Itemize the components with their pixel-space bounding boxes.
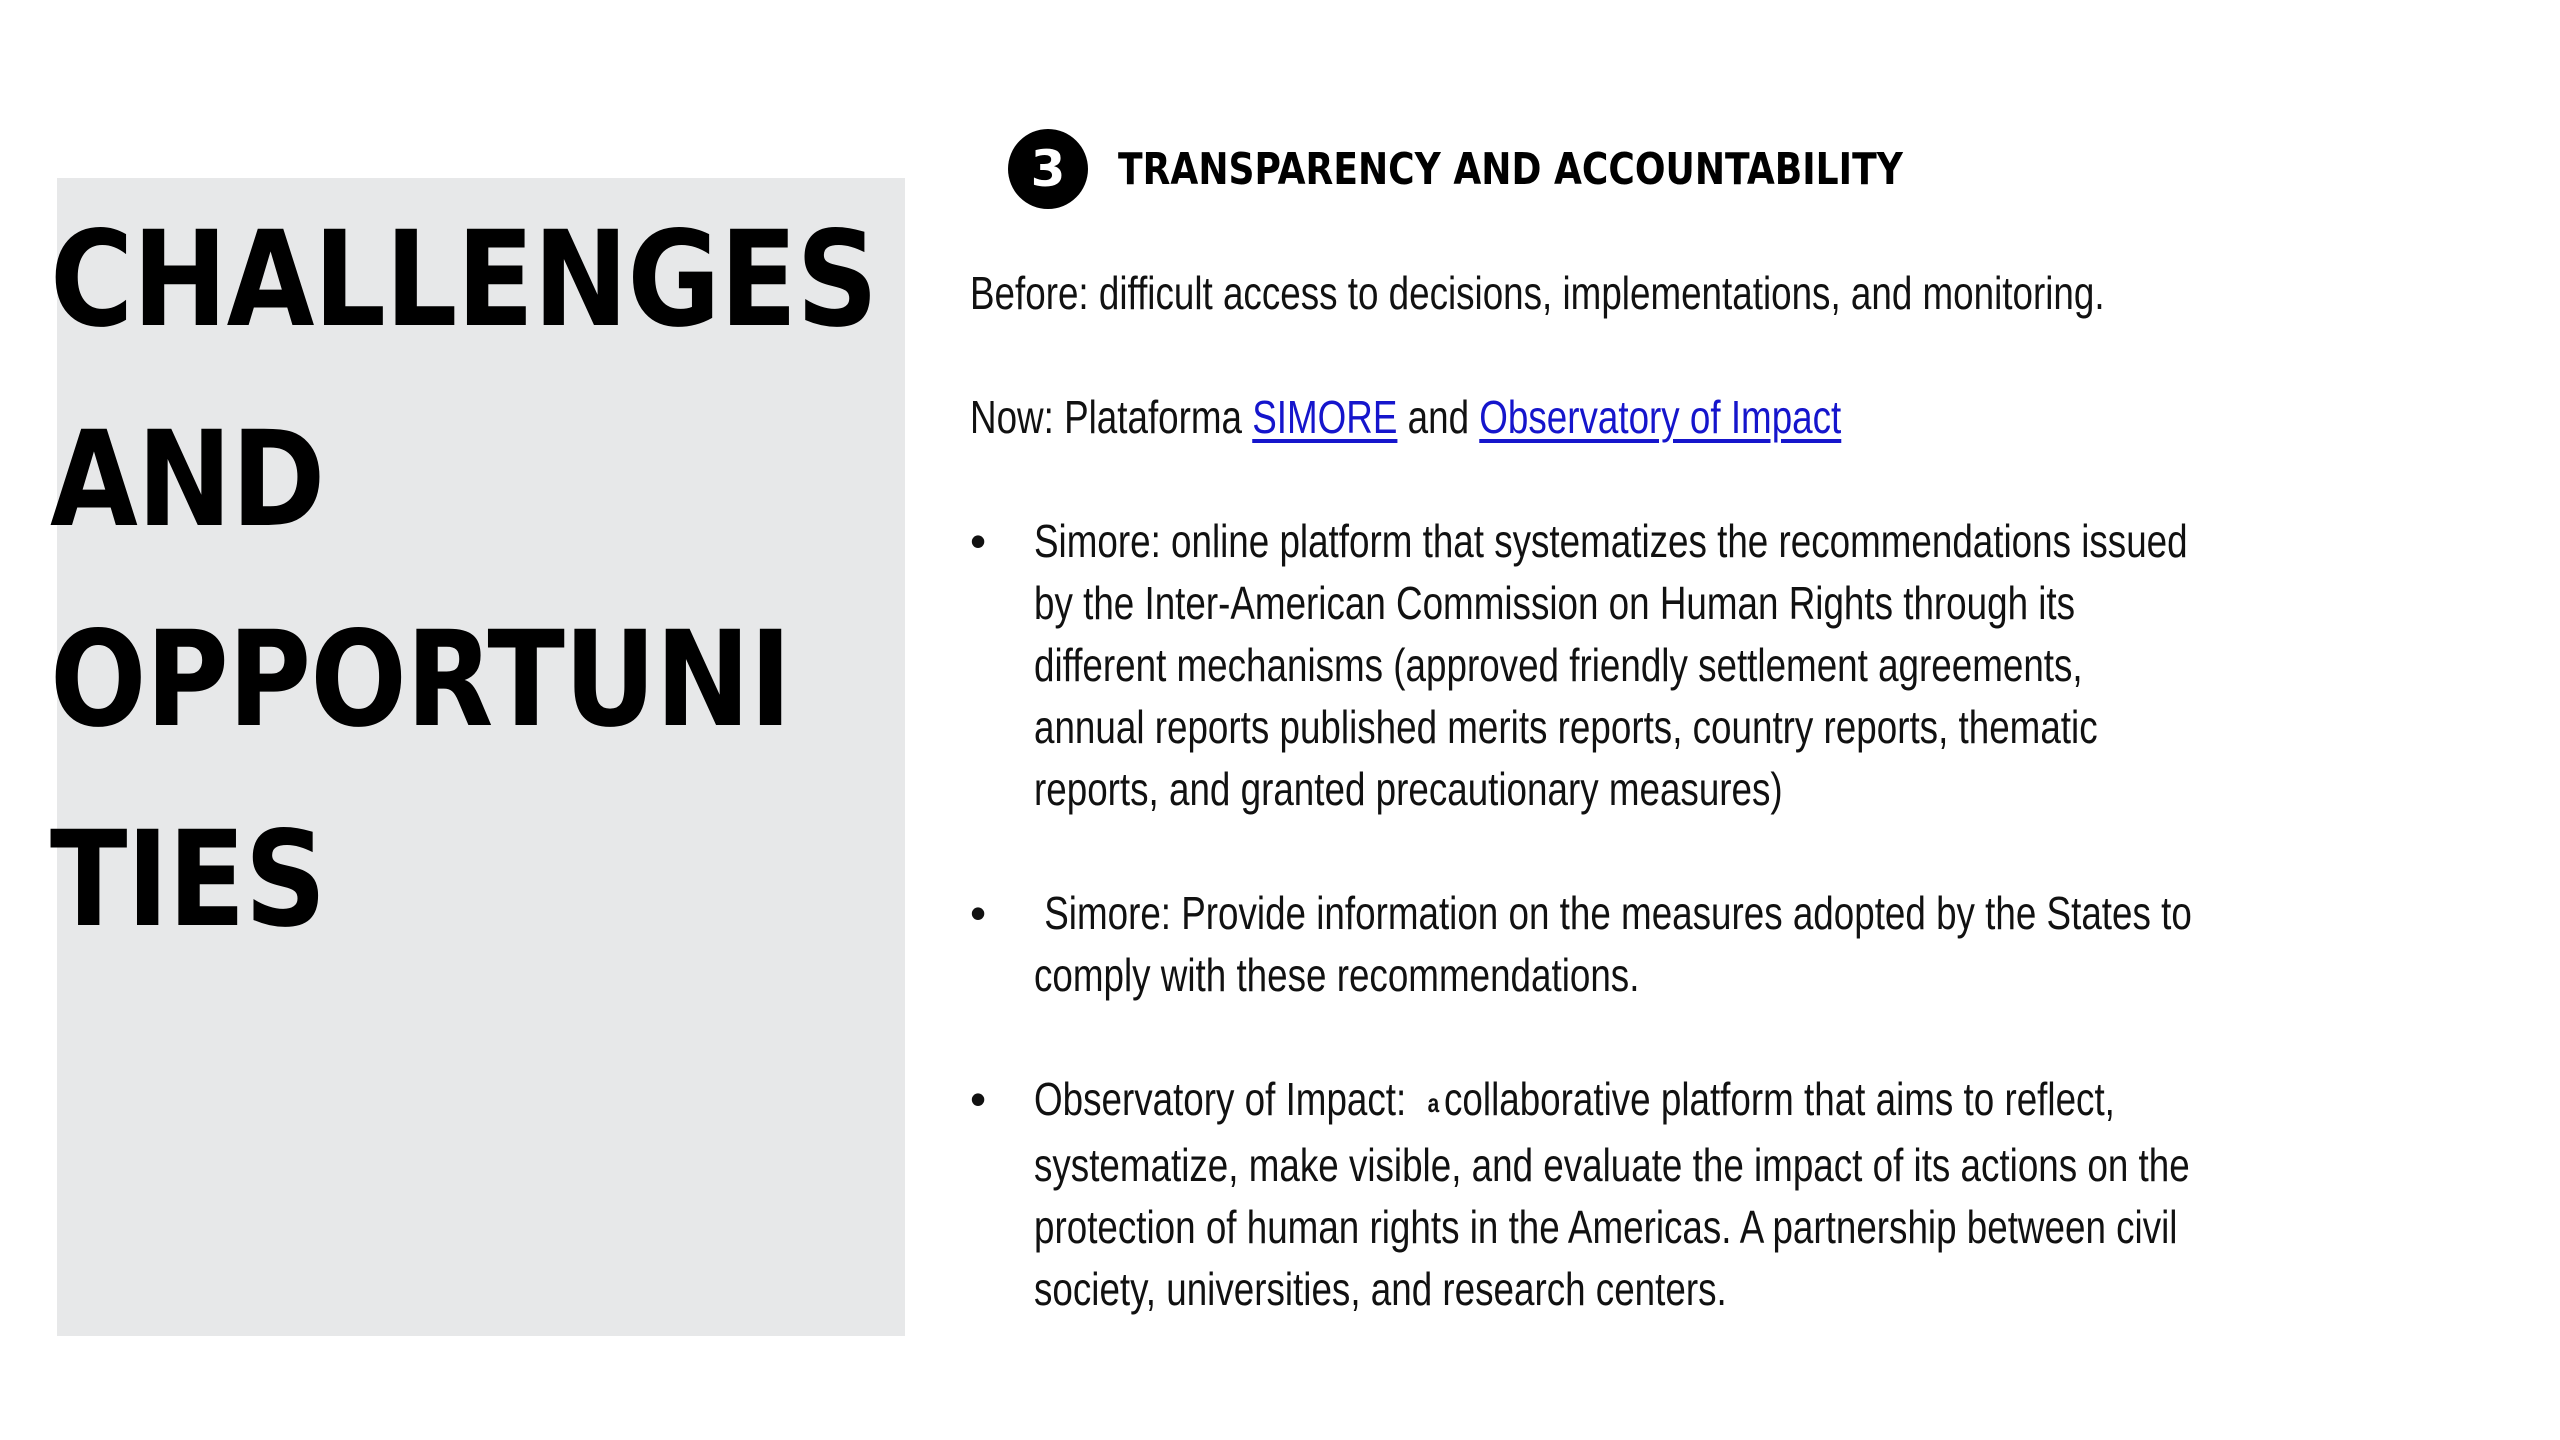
section-number-badge: 3 xyxy=(1008,129,1088,209)
list-item xyxy=(970,882,2510,1006)
list-item-line: Simore: Provide information on the measures adopted by the States to xyxy=(1034,887,2192,939)
bullet-marker: • xyxy=(970,1073,987,1125)
slide-title-line: TIES xyxy=(50,803,326,957)
small-letter: a xyxy=(1427,1087,1440,1118)
now-prefix: Now: Plataforma xyxy=(970,391,1253,443)
observatory-description-start: collaborative platform that aims to reflect, xyxy=(1444,1073,2115,1125)
list-item-line: systematize, make visible, and evaluate the impact of its actions on the xyxy=(1034,1138,2190,1191)
observatory-link[interactable]: Observatory of Impact xyxy=(1479,391,1842,443)
list-item xyxy=(970,510,2510,820)
list-item-line: different mechanisms (approved friendly settlement agreements, xyxy=(1034,639,2083,691)
slide-title-line: CHALLENGES xyxy=(50,203,878,357)
list-item-line xyxy=(1034,1068,2215,1134)
bullet-marker: • xyxy=(970,515,987,567)
list-item-line: annual reports published merits reports, country reports, thematic xyxy=(1034,701,2098,753)
now-text xyxy=(970,386,2202,448)
list-item-line: reports, and granted precautionary measures) xyxy=(1034,763,1783,815)
list-item-line: by the Inter-American Commission on Human Rights through its xyxy=(1034,577,2076,629)
list-item xyxy=(970,1068,2510,1320)
slide-title-line: AND xyxy=(50,403,325,557)
bullet-list xyxy=(970,510,2510,1320)
before-text: Before: difficult access to decisions, implementations, and monitoring. xyxy=(970,267,2105,319)
list-item-line: comply with these recommendations. xyxy=(1034,949,1640,1001)
list-item-line: protection of human rights in the Americas. A partnership between civil xyxy=(1034,1200,2178,1253)
list-item-line: society, universities, and research centers. xyxy=(1034,1262,1727,1315)
section-header xyxy=(1008,126,2075,212)
slide-title-line: OPPORTUNI xyxy=(50,603,791,757)
list-item-line: Simore: online platform that systematizes the recommendations issued xyxy=(1034,515,2188,567)
simore-link[interactable]: SIMORE xyxy=(1252,391,1398,443)
now-middle: and xyxy=(1397,391,1480,443)
bullet-marker: • xyxy=(970,887,987,939)
section-title: TRANSPARENCY AND ACCOUNTABILITY xyxy=(1118,143,1903,195)
slide-title xyxy=(50,180,877,980)
content-body xyxy=(970,262,2510,1320)
observatory-label: Observatory of Impact: xyxy=(1034,1073,1417,1125)
